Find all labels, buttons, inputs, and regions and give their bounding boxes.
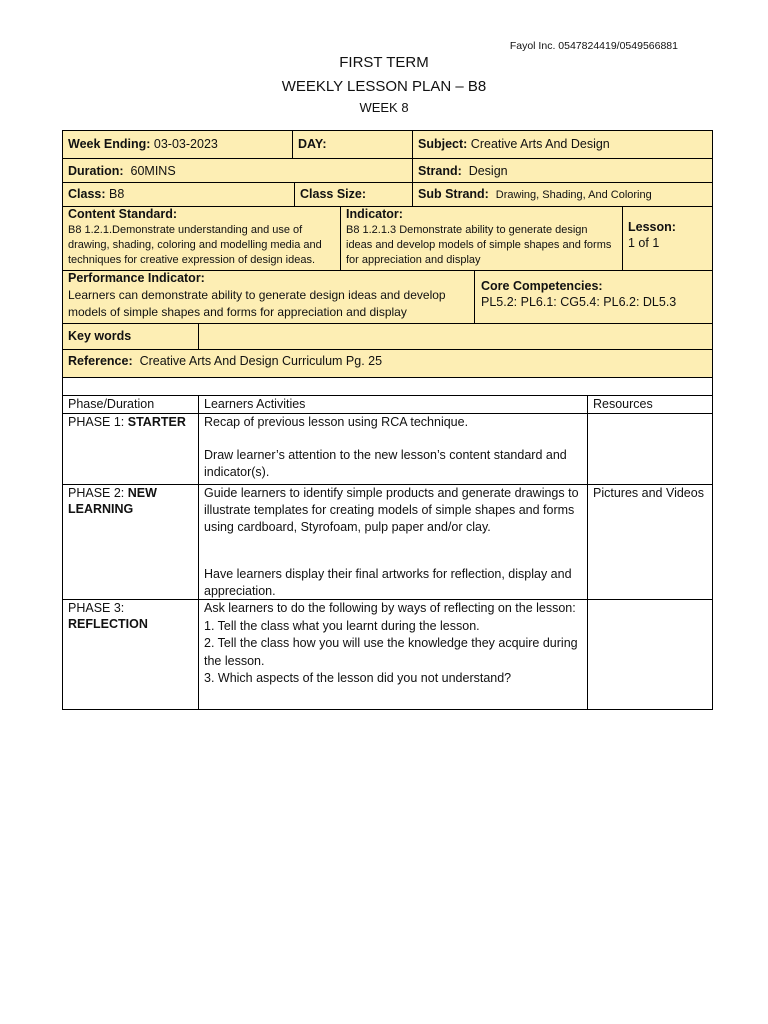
subject: Subject: Creative Arts And Design [418, 137, 610, 151]
class-size: Class Size: [300, 187, 367, 201]
sub-strand: Sub Strand: Drawing, Shading, And Coloring [418, 187, 652, 201]
day-label: DAY: [298, 137, 327, 151]
phase-3-resources [593, 600, 711, 710]
header-phase-duration: Phase/Duration [68, 397, 155, 411]
content-standard: Content Standard: B8 1.2.1.Demonstrate understanding and use of drawing, shading, coloring and modelling media and techniques for creative expression of design ideas. [68, 207, 322, 266]
indicator: Indicator: B8 1.2.1.3 Demonstrate ability to generate design ideas and develop models of simple shapes and forms for appreciation and display [346, 207, 612, 266]
week-ending: Week Ending: 03-03-2023 [68, 137, 218, 151]
phase-2-label: PHASE 2: NEW LEARNING [68, 486, 157, 516]
phase-2-activities: Guide learners to identify simple products and generate drawings to illustrate templates for creating models of simple shapes and forms using cardboard, Styrofoam, pulp paper and/or clay. Have learners display their final artworks for reflection, display and appreciation. [204, 486, 579, 598]
week-title: WEEK 8 [359, 100, 409, 115]
phase-1-label: PHASE 1: STARTER [68, 415, 186, 429]
core-competencies: Core Competencies: PL5.2: PL6.1: CG5.4: PL6.2: DL5.3 [481, 279, 677, 309]
duration: Duration: 60MINS [68, 164, 176, 178]
phase-3-activities: Ask learners to do the following by ways of reflecting on the lesson: 1. Tell the class what you learnt during the lesson. 2. Tell the class how you will use the knowledge they acquire during the lesson. 3. Which aspects of the lesson did you not understand? [204, 601, 578, 685]
phase-1-activities: Recap of previous lesson using RCA technique. Draw learner’s attention to the new lesson’s content standard and indicator(s). [204, 415, 567, 479]
key-words: Key words [68, 329, 132, 343]
reference: Reference: Creative Arts And Design Curriculum Pg. 25 [68, 354, 383, 368]
phase-3-label: PHASE 3: REFLECTION [68, 601, 148, 631]
header-learners-activities: Learners Activities [204, 397, 306, 411]
lesson: Lesson: 1 of 1 [628, 220, 676, 250]
term-title: FIRST TERM [339, 54, 429, 71]
class: Class: B8 [68, 187, 125, 201]
performance-indicator: Performance Indicator: Learners can demonstrate ability to generate design ideas and develop models of simple shapes and forms for appreciation and display [68, 271, 446, 319]
contact-line: Fayol Inc. 0547824419/0549566881 [509, 40, 678, 52]
plan-title: WEEKLY LESSON PLAN – B8 [281, 78, 487, 95]
strand: Strand: Design [418, 164, 508, 178]
header-resources: Resources [593, 397, 653, 411]
phase-1-resources [593, 414, 711, 484]
phase-2-resources: Pictures and Videos [593, 486, 704, 500]
